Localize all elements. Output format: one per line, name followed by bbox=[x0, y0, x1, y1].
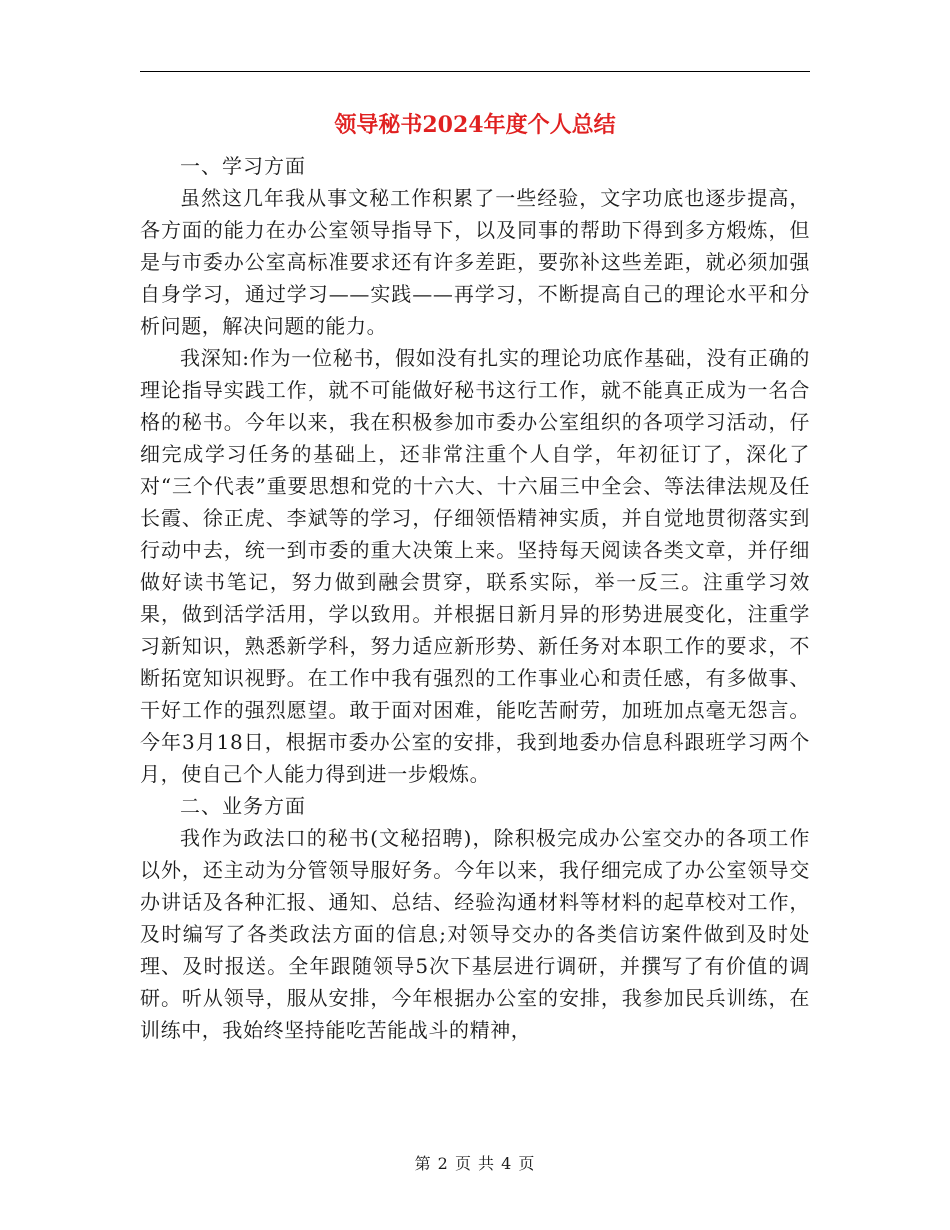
page-number-footer: 第 2 页 共 4 页 bbox=[414, 1154, 536, 1173]
body-paragraph: 我深知:作为一位秘书，假如没有扎实的理论功底作基础，没有正确的理论指导实践工作，就不可能做好秘书这行工作，就不能真正成为一名合格的秘书。今年以来，我在积极参加市委办公室组织的各项学习活动，仔细完成学习任务的基础上，还非常注重个人自学，年初征订了，深化了对“三个代表”重要思想和党的十六大、十六届三中全会、等法律法规及任长霞、徐正虎、李斌等的学习，仔细领悟精神实质，并自觉地贯彻落实到行动中去，统一到市委的重大决策上来。坚持每天阅读各类文章，并仔细做好读书笔记，努力做到融会贯穿，联系实际，举一反三。注重学习效果，做到活学活用，学以致用。并根据日新月异的形势进展变化，注重学习新知识，熟悉新学科，努力适应新形势、新任务对本职工作的要求，不断拓宽知识视野。在工作中我有强烈的工作事业心和责任感，有多做事、干好工作的强烈愿望。敢于面对困难，能吃苦耐劳，加班加点毫无怨言。今年3月18日，根据市委办公室的安排，我到地委办信息科跟班学习两个月，使自己个人能力得到进一步煅炼。 bbox=[140, 346, 810, 786]
document-body bbox=[140, 150, 810, 1046]
section-heading-business: 二、业务方面 bbox=[180, 794, 306, 818]
body-paragraph: 我作为政法口的秘书(文秘招聘)，除积极完成办公室交办的各项工作以外，还主动为分管领导服好务。今年以来，我仔细完成了办公室领导交办讲话及各种汇报、通知、总结、经验沟通材料等材料的起草校对工作，及时编写了各类政法方面的信息;对领导交办的各类信访案件做到及时处理、及时报送。全年跟随领导5次下基层进行调研，并撰写了有价值的调研。听从领导，服从安排，今年根据办公室的安排，我参加民兵训练，在训练中，我始终坚持能吃苦能战斗的精神， bbox=[140, 826, 810, 1042]
header-rule bbox=[140, 71, 810, 72]
body-paragraph: 虽然这几年我从事文秘工作积累了一些经验，文字功底也逐步提高，各方面的能力在办公室领导指导下，以及同事的帮助下得到多方煅炼，但是与市委办公室高标准要求还有许多差距，要弥补这些差距，就必须加强自身学习，通过学习——实践——再学习，不断提高自己的理论水平和分析问题，解决问题的能力。 bbox=[140, 186, 810, 338]
document-title: 领导秘书2024年度个人总结 bbox=[334, 112, 616, 138]
section-heading-study: 一、学习方面 bbox=[180, 154, 306, 178]
